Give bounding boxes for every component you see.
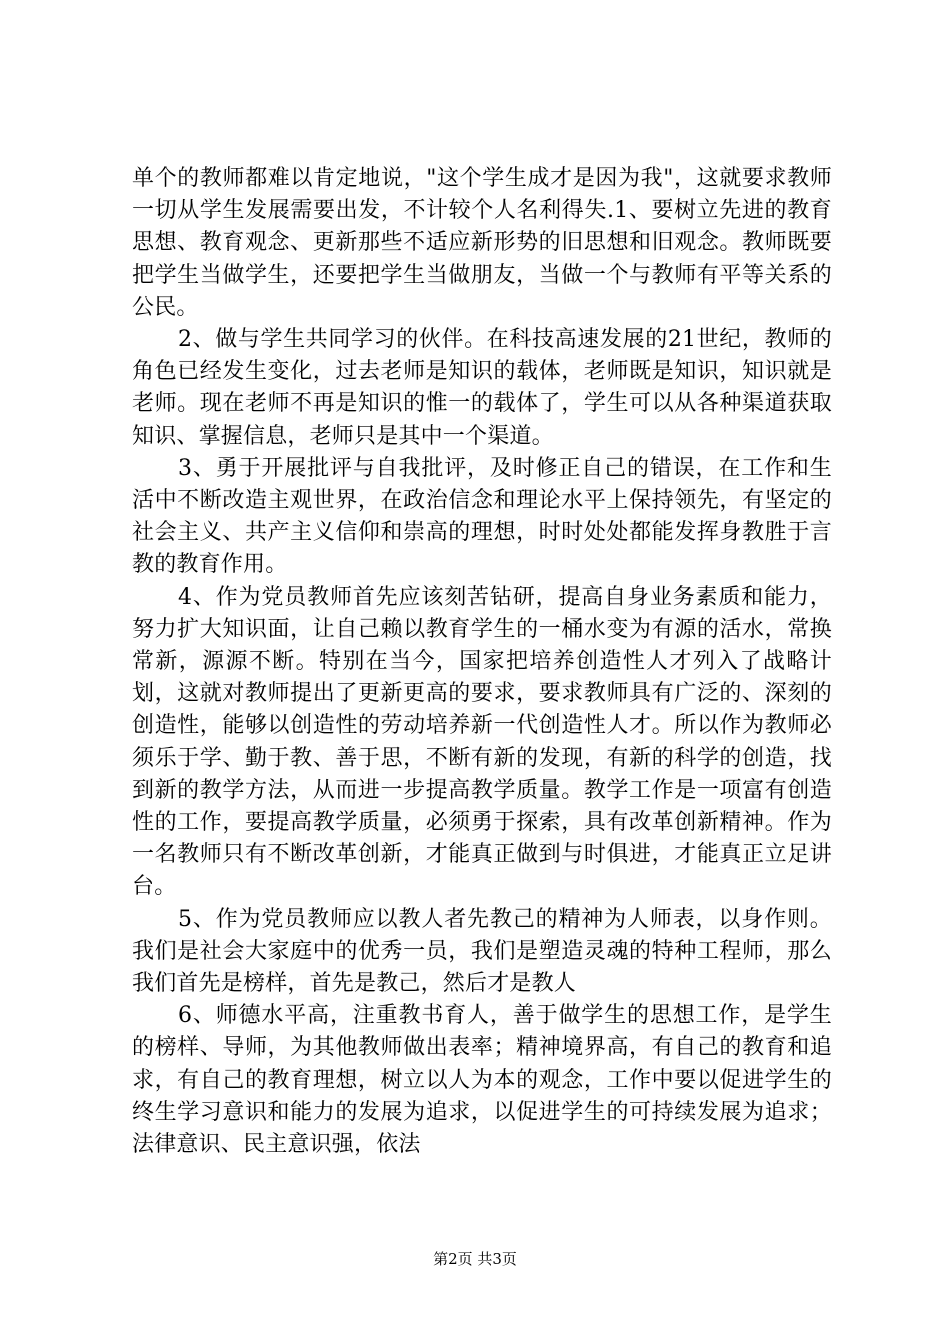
paragraph-item-2: 2、做与学生共同学习的伙伴。在科技高速发展的21世纪，教师的角色已经发生变化，过去老师是知识的载体，老师既是知识，知识就是老师。现在老师不再是知识的惟一的载体了，学生可以从各种渠道获取知识、掌握信息，老师只是其中一个渠道。 [132, 327, 832, 449]
paragraph-item-6: 6、师德水平高，注重教书育人，善于做学生的思想工作，是学生的榜样、导师，为其他教师做出表率；精神境界高，有自己的教育和追求，有自己的教育理想，树立以人为本的观念，工作中要以促进学生的终生学习意识和能力的发展为追求，以促进学生的可持续发展为追求；法律意识、民主意识强，依法 [132, 1003, 832, 1158]
paragraph-continuation: 单个的教师都难以肯定地说，"这个学生成才是因为我"，这就要求教师一切从学生发展需要出发，不计较个人名利得失.1、要树立先进的教育思想、教育观念、更新那些不适应新形势的旧思想和旧观念。教师既要把学生当做学生，还要把学生当做朋友，当做一个与教师有平等关系的公民。 [132, 166, 832, 320]
paragraph-item-3: 3、勇于开展批评与自我批评，及时修正自己的错误，在工作和生活中不断改造主观世界，在政治信念和理论水平上保持领先，有坚定的社会主义、共产主义信仰和崇高的理想，时时处处都能发挥身教胜于言教的教育作用。 [132, 455, 832, 578]
paragraph-item-5: 5、作为党员教师应以教人者先教己的精神为人师表，以身作则。我们是社会大家庭中的优秀一员，我们是塑造灵魂的特种工程师，那么我们首先是榜样，首先是教己，然后才是教人 [132, 906, 832, 997]
document-body [132, 163, 832, 1161]
page-number-footer: 第2页 共3页 [433, 1250, 517, 1268]
paragraph-item-4: 4、作为党员教师首先应该刻苦钻研，提高自身业务素质和能力，努力扩大知识面，让自己赖以教育学生的一桶水变为有源的活水，常换常新，源源不断。特别在当今，国家把培养创造性人才列入了战略计划，这就对教师提出了更新更高的要求，要求教师具有广泛的、深刻的创造性，能够以创造性的劳动培养新一代创造性人才。所以作为教师必须乐于学、勤于教、善于思，不断有新的发现，有新的科学的创造，找到新的教学方法，从而进一步提高教学质量。教学工作是一项富有创造性的工作，要提高教学质量，必须勇于探索，具有改革创新精神。作为一名教师只有不断改革创新，才能真正做到与时俱进，才能真正立足讲台。 [132, 584, 832, 900]
